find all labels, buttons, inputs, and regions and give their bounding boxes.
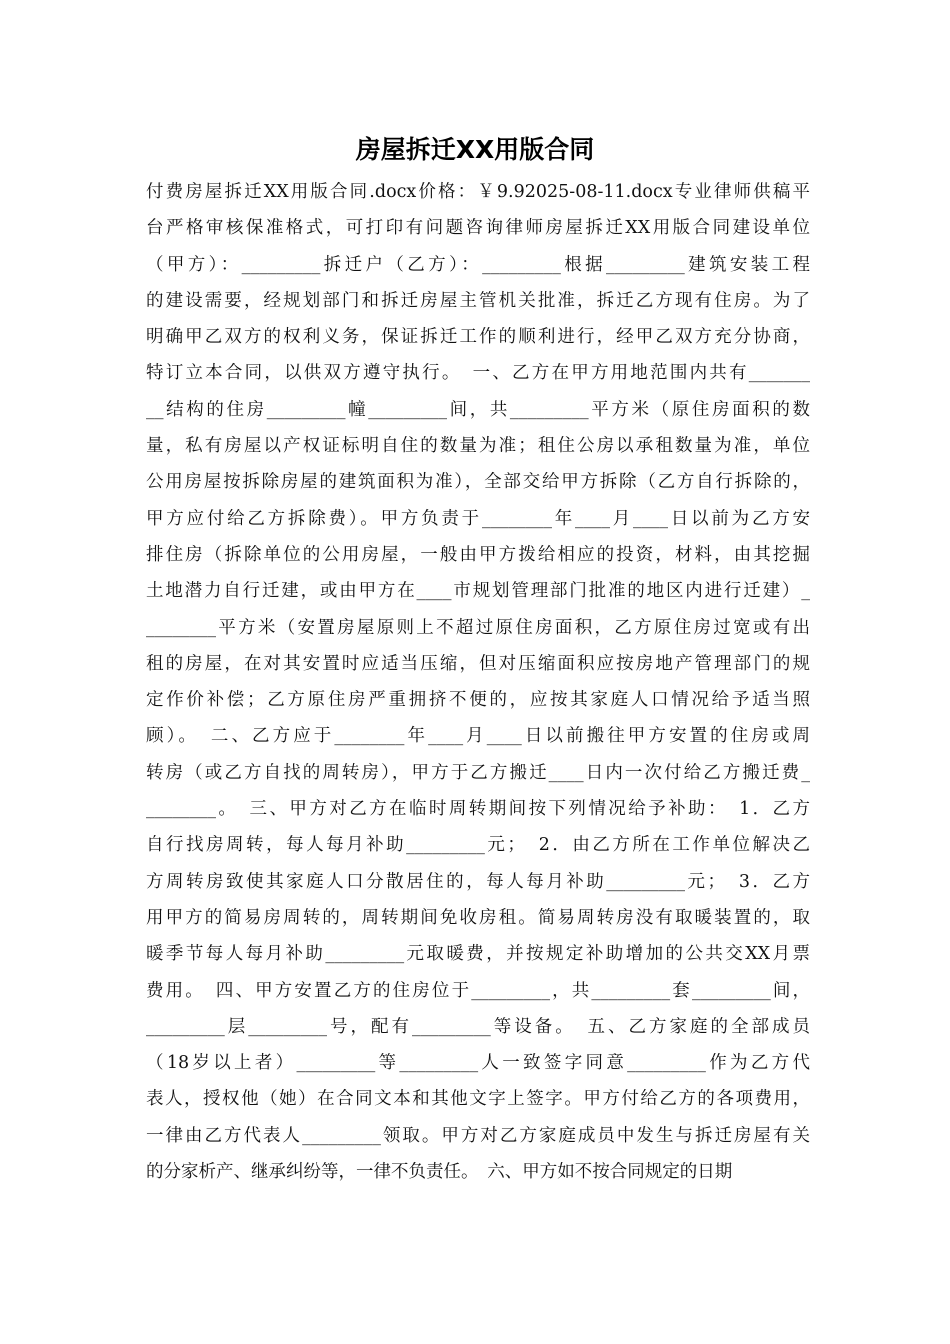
body-line: 台严格审核保准格式，可打印有问题咨询律师房屋拆迁XX用版合同建设单位 (146, 218, 810, 239)
body-line: 排住房（拆除单位的公用房屋，一般由甲方拨给相应的投资，材料，由其挖掘 (146, 544, 810, 565)
body-line: 特订立本合同，以供双方遵守执行。 一、乙方在甲方用地范围内共有_______ (146, 363, 810, 384)
body-line: 转房（或乙方自找的周转房），甲方于乙方搬迁____日内一次付给乙方搬迁费_ (146, 762, 810, 783)
body-line: 的建设需要，经规划部门和拆迁房屋主管机关批准，拆迁乙方现有住房。为了 (146, 290, 810, 311)
body-line: 方周转房致使其家庭人口分散居住的，每人每月补助_________元； 3．乙方 (146, 871, 810, 892)
body-line: 顾）。 二、乙方应于________年____月____日以前搬往甲方安置的住房或周 (146, 726, 810, 747)
body-line: 量，私有房屋以产权证标明自住的数量为准；租住公房以承租数量为准，单位 (146, 436, 810, 457)
body-line: __结构的住房_________幢_________间，共_________平方米（原住房面积的数 (146, 399, 810, 420)
body-line: 用甲方的简易房周转的，周转期间免收房租。简易周转房没有取暖装置的，取 (146, 907, 810, 928)
body-line: 土地潜力自行迁建，或由甲方在____市规划管理部门批准的地区内进行迁建）_ (146, 581, 810, 602)
body-line: ________平方米（安置房屋原则上不超过原住房面积，乙方原住房过宽或有出 (146, 617, 810, 638)
document-title: 房屋拆迁XX用版合同 (355, 135, 595, 164)
body-line: 公用房屋按拆除房屋的建筑面积为准），全部交给甲方拆除（乙方自行拆除的， (146, 472, 810, 493)
body-line: 费用。 四、甲方安置乙方的住房位于_________，共_________套_________间， (146, 980, 810, 1001)
body-line: 定作价补偿；乙方原住房严重拥挤不便的，应按其家庭人口情况给予适当照 (146, 690, 810, 711)
body-line: 租的房屋，在对其安置时应适当压缩，但对压缩面积应按房地产管理部门的规 (146, 653, 810, 674)
body-line: 表人，授权他（她）在合同文本和其他文字上签字。甲方付给乙方的各项费用， (146, 1089, 810, 1110)
body-line: 自行找房周转，每人每月补助_________元； 2．由乙方所在工作单位解决乙 (146, 835, 810, 856)
body-line: ________。 三、甲方对乙方在临时周转期间按下列情况给予补助： 1．乙方 (146, 799, 810, 820)
body-line: （18岁以上者）_________等_________人一致签字同意_________作为乙方代 (146, 1053, 810, 1074)
body-line: 的分家析产、继承纠纷等，一律不负责任。 六、甲方如不按合同规定的日期 (146, 1162, 733, 1183)
body-line: _________层_________号，配有_________等设备。 五、乙方家庭的全部成员 (146, 1016, 810, 1037)
body-line: 明确甲乙双方的权利义务，保证拆迁工作的顺利进行，经甲乙双方充分协商， (146, 327, 810, 348)
body-line: 一律由乙方代表人_________领取。甲方对乙方家庭成员中发生与拆迁房屋有关 (146, 1125, 810, 1146)
body-line: （甲方）：_________拆迁户（乙方）：_________根据_________建筑安装工程 (146, 254, 810, 275)
body-line: 甲方应付给乙方拆除费）。甲方负责于________年____月____日以前为乙方安 (146, 508, 810, 529)
document-body (146, 174, 810, 1190)
body-line: 付费房屋拆迁XX用版合同.docx价格：￥9.92025-08-11.docx专业律师供稿平 (146, 182, 810, 202)
body-line: 暖季节每人每月补助_________元取暖费，并按规定补助增加的公共交XX月票 (146, 944, 810, 965)
